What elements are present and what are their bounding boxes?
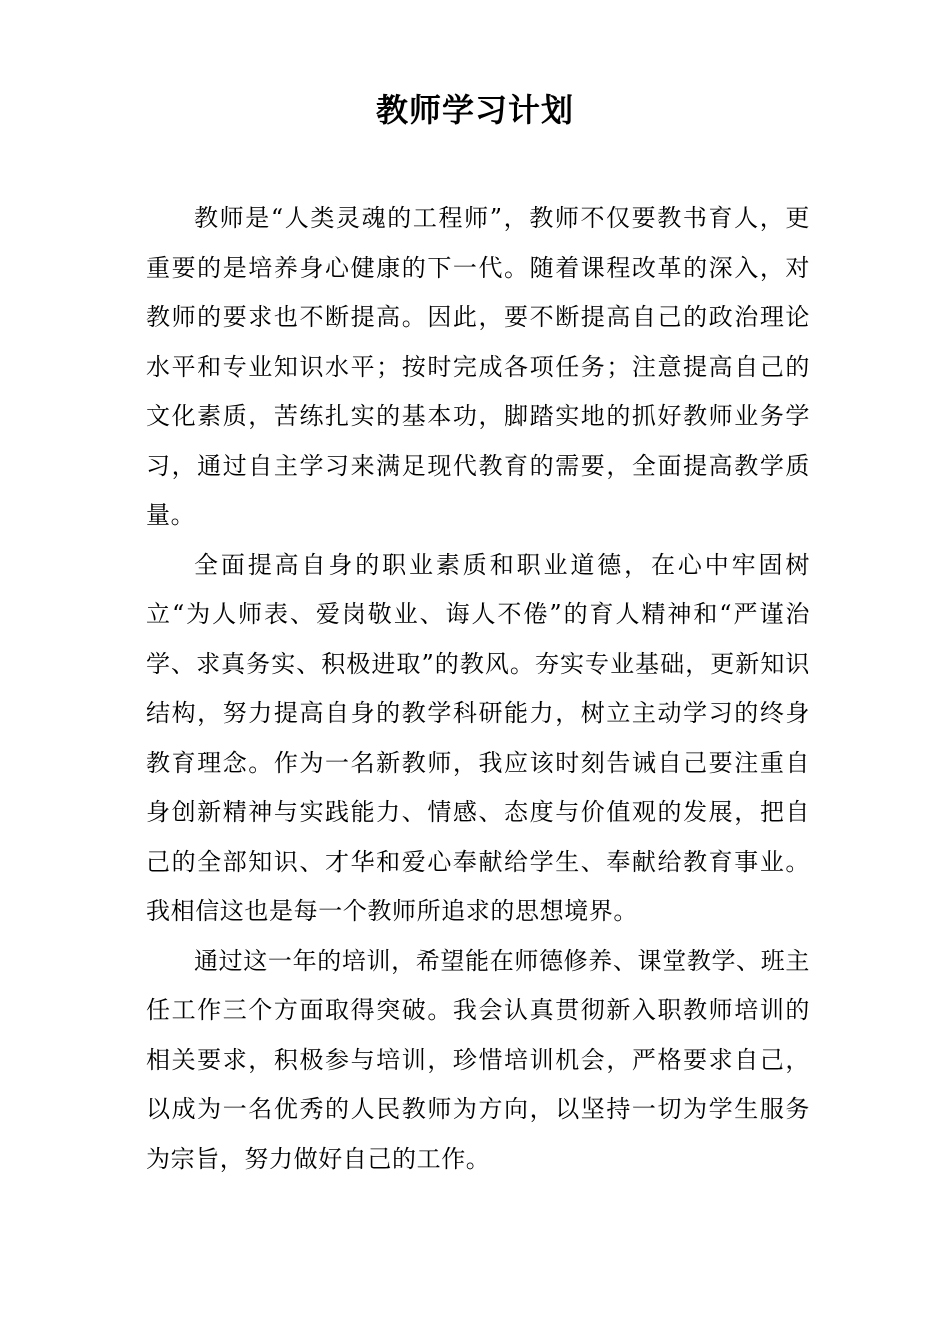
paragraph-3: 通过这一年的培训，希望能在师德修养、课堂教学、班主任工作三个方面取得突破。我会认真贯彻新入职教师培训的相关要求，积极参与培训，珍惜培训机会，严格要求自己，以成为一名优秀的人民教师为方向，以坚持一切为学生服务为宗旨，努力做好自己的工作。 [146, 946, 810, 1173]
document-title: 教师学习计划 [375, 91, 574, 129]
paragraph-2: 全面提高自身的职业素质和职业道德，在心中牢固树立“为人师表、爱岗敬业、诲人不倦”的育人精神和“严谨治学、求真务实、积极进取”的教风。夯实专业基础，更新知识结构，努力提高自身的教学科研能力，树立主动学习的终身教育理念。作为一名新教师，我应该时刻告诫自己要注重自身创新精神与实践能力、情感、态度与价值观的发展，把自己的全部知识、才华和爱心奉献给学生、奉献给教育事业。我相信这也是每一个教师所追求的思想境界。 [146, 550, 810, 925]
paragraph-1: 教师是“人类灵魂的工程师”，教师不仅要教书育人，更重要的是培养身心健康的下一代。随着课程改革的深入，对教师的要求也不断提高。因此，要不断提高自己的政治理论水平和专业知识水平；按时完成各项任务；注意提高自己的文化素质，苦练扎实的基本功，脚踏实地的抓好教师业务学习，通过自主学习来满足现代教育的需要，全面提高教学质量。 [146, 204, 810, 529]
document-body [146, 194, 810, 1184]
